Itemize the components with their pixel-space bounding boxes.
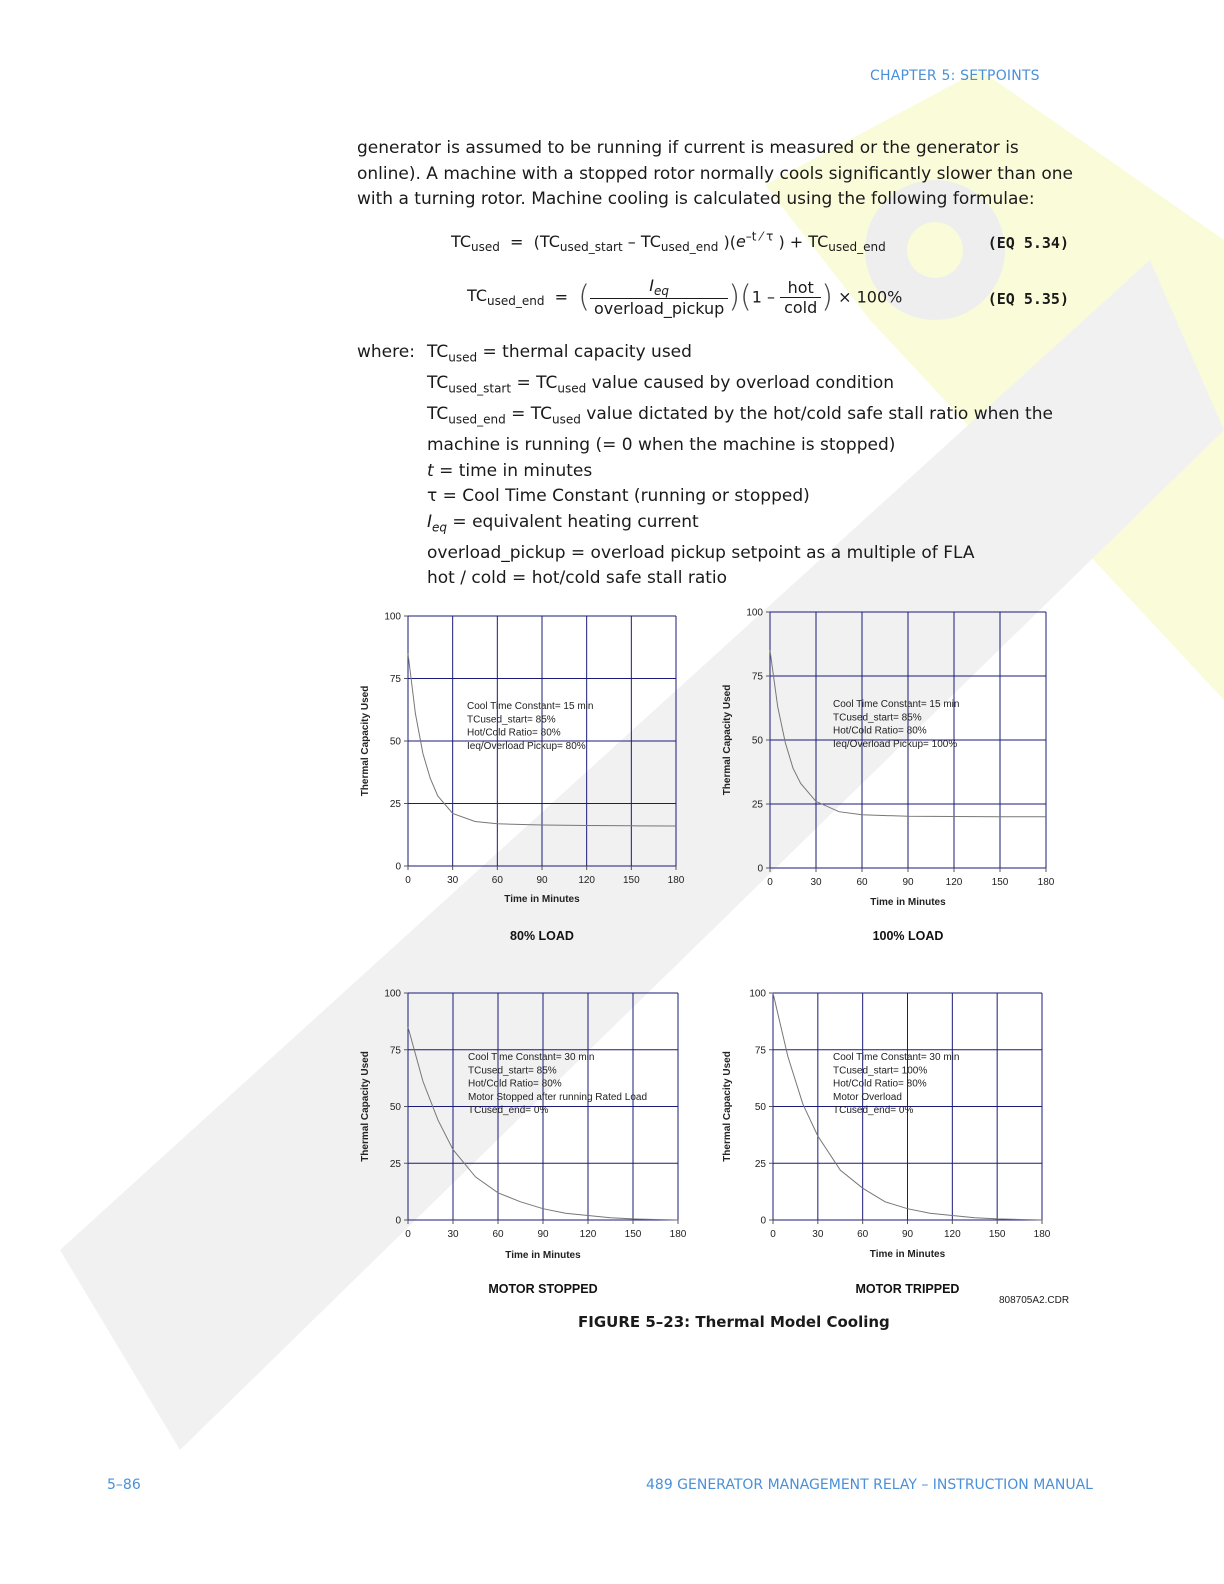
annotation-line: Hot/Cold Ratio= 80%	[833, 1078, 927, 1090]
x-tick-label: 180	[1037, 877, 1055, 888]
eq35-fraction-hotcold: $\frac{\text{hot}}{\text{cold}}$	[780, 278, 821, 317]
annotation-line: Ieq/Overload Pickup= 100%	[833, 738, 958, 750]
y-tick-label: 75	[389, 1045, 401, 1057]
x-tick-label: 180	[669, 1229, 687, 1240]
annotation-line: Hot/Cold Ratio= 80%	[833, 725, 927, 737]
x-tick-label: 120	[945, 877, 963, 888]
def-tcused: $TC_{used}$ = thermal capacity used	[427, 342, 692, 365]
x-tick-label: 30	[810, 877, 822, 888]
x-axis-label: Time in Minutes	[505, 1250, 581, 1261]
eq34-exponential: $e^{-t ⁄ \tau}$	[735, 230, 774, 252]
x-tick-label: 0	[405, 1229, 411, 1240]
y-tick-label: 50	[754, 1102, 766, 1113]
figure-file-id: 808705A2.CDR	[999, 1295, 1070, 1306]
x-tick-label: 120	[579, 1229, 597, 1240]
x-tick-label: 90	[537, 1229, 549, 1240]
y-tick-label: 75	[389, 674, 401, 685]
chart-motor-tripped	[712, 978, 1082, 1300]
eq34-term-start: $TC_{used\_start}$	[539, 232, 623, 255]
x-tick-label: 150	[988, 1229, 1006, 1240]
chart-motor-stopped	[350, 978, 710, 1300]
annotation-line: TCused_end= 0%	[833, 1105, 914, 1117]
y-tick-label: 25	[751, 799, 763, 811]
y-axis-label: Thermal Capacity Used	[360, 1051, 371, 1162]
def-tau: τ = Cool Time Constant (running or stopped)	[427, 486, 810, 507]
x-tick-label: 120	[943, 1229, 961, 1240]
x-tick-label: 30	[447, 875, 459, 886]
x-axis-label: Time in Minutes	[504, 894, 580, 905]
annotation-line: TCused_start= 85%	[833, 712, 922, 724]
annotation-line: Cool Time Constant= 30 min	[468, 1052, 595, 1063]
y-tick-label: 75	[751, 671, 763, 683]
def-tcused-end: $TC_{used\_end} = TC_{used}$ value dictated by the hot/cold safe stall ratio when the	[427, 403, 1053, 427]
x-tick-label: 60	[492, 1229, 504, 1240]
intro-paragraph: generator is assumed to be running if current is measured or the generator is online). A machine with a stopped rotor normally cools significantly slower than one with a turning rotor. Machine cooling is calculated using the following formulae:	[357, 138, 1073, 209]
annotation-line: Hot/Cold Ratio= 80%	[468, 1078, 562, 1090]
y-tick-label: 50	[389, 736, 401, 748]
annotation-line: TCused_start= 85%	[467, 714, 556, 726]
eq35-lhs: $TC_{used\_end}$	[467, 286, 545, 309]
y-tick-label: 0	[757, 863, 763, 875]
y-tick-label: 100	[384, 988, 401, 1000]
x-tick-label: 90	[536, 875, 548, 886]
y-tick-label: 50	[389, 1102, 401, 1113]
chart-title: 100% LOAD	[872, 929, 944, 943]
annotation-line: Hot/Cold Ratio= 80%	[467, 727, 561, 739]
eq35-fraction-current: $\frac{I_{eq}}{\text{overload\_pickup}}$	[590, 276, 728, 318]
y-tick-label: 0	[760, 1215, 766, 1227]
chart-title: MOTOR STOPPED	[488, 1282, 598, 1296]
annotation-line: Cool Time Constant= 30 min	[833, 1052, 960, 1063]
eq34-term-end-2: $TC_{used\_end}$	[808, 232, 886, 255]
page-number: 5–86	[107, 1477, 141, 1493]
x-tick-label: 0	[770, 1229, 776, 1240]
x-tick-label: 180	[667, 875, 685, 886]
manual-title: 489 GENERATOR MANAGEMENT RELAY – INSTRUCTION MANUAL	[646, 1477, 1093, 1493]
def-tcused-start: $TC_{used\_start} = TC_{used}$ value caused by overload condition	[427, 372, 895, 396]
y-tick-label: 100	[384, 611, 401, 623]
y-tick-label: 75	[754, 1045, 766, 1057]
chapter-header: CHAPTER 5: SETPOINTS	[870, 68, 1040, 84]
annotation-line: Ieq/Overload Pickup= 80%	[467, 740, 586, 752]
y-tick-label: 25	[389, 799, 401, 810]
eq34-tag: (EQ 5.34)	[987, 234, 1069, 252]
def-overload-pickup: overload_pickup = overload pickup setpoint as a multiple of FLA	[427, 542, 975, 563]
x-axis-label: Time in Minutes	[870, 897, 946, 908]
annotation-line: TCused_start= 100%	[833, 1065, 928, 1077]
chart-80-load	[350, 600, 710, 950]
annotation-line: TCused_end= 0%	[468, 1105, 549, 1117]
y-axis-label: Thermal Capacity Used	[722, 1051, 733, 1162]
def-ieq: $I_{eq}$ = equivalent heating current	[427, 511, 699, 535]
eq34-lhs: $TC_{used}$	[451, 232, 500, 255]
x-tick-label: 0	[405, 875, 411, 886]
y-tick-label: 0	[395, 861, 401, 873]
x-tick-label: 120	[578, 875, 596, 886]
x-tick-label: 150	[624, 1229, 642, 1240]
chart-100-load	[712, 598, 1082, 950]
eq35-tag: (EQ 5.35)	[987, 290, 1069, 308]
y-tick-label: 50	[751, 735, 763, 747]
chart-title: MOTOR TRIPPED	[855, 1282, 960, 1296]
def-hot-cold: hot / cold = hot/cold safe stall ratio	[427, 568, 728, 589]
x-tick-label: 150	[991, 877, 1009, 888]
annotation-line: TCused_start= 85%	[468, 1065, 557, 1077]
chart-title: 80% LOAD	[510, 929, 574, 943]
x-tick-label: 60	[856, 877, 868, 888]
y-tick-label: 25	[754, 1158, 766, 1170]
annotation-line: Cool Time Constant= 15 min	[833, 699, 960, 710]
def-tcused-end-cont: machine is running (= 0 when the machine is stopped)	[427, 434, 896, 455]
annotation-line: Cool Time Constant= 15 min	[467, 701, 594, 712]
y-tick-label: 25	[389, 1158, 401, 1170]
y-tick-label: 100	[749, 988, 766, 1000]
x-tick-label: 90	[901, 1229, 914, 1240]
y-tick-label: 100	[746, 607, 763, 619]
annotation-line: Motor Stopped after running Rated Load	[468, 1091, 648, 1103]
x-tick-label: 30	[812, 1229, 824, 1240]
where-label: where:	[357, 342, 415, 362]
equation-5-34: $TC_{used} = (TC_{used\_start} - TC_{used\_end}$ )($e^{-t ⁄ \tau}$ ) + $TC_{used\_end}$ (EQ 5.34)	[451, 230, 1069, 255]
x-tick-label: 180	[1033, 1229, 1051, 1240]
x-axis-label: Time in Minutes	[869, 1249, 946, 1260]
x-tick-label: 60	[857, 1229, 869, 1240]
x-tick-label: 0	[767, 877, 773, 888]
y-axis-label: Thermal Capacity Used	[360, 685, 371, 797]
x-tick-label: 90	[902, 877, 914, 888]
eq34-term-end: $TC_{used\_end}$	[640, 232, 719, 255]
x-tick-label: 60	[491, 875, 503, 886]
annotation-line: Motor Overload	[833, 1091, 902, 1103]
y-tick-label: 0	[395, 1215, 401, 1227]
figure-caption: FIGURE 5–23: Thermal Model Cooling	[578, 1313, 890, 1331]
x-tick-label: 30	[447, 1229, 459, 1240]
equation-5-35: $TC_{used\_end}$ = ( $\frac{I_{eq}}{\text{overload\_pickup}}$ )(1 – $\frac{\text{hot}}{\text{cold}}$ ) × 100% (EQ 5.35)	[467, 276, 1069, 319]
y-axis-label: Thermal Capacity Used	[722, 684, 733, 796]
def-time: t = time in minutes	[427, 460, 593, 481]
x-tick-label: 150	[622, 875, 640, 886]
